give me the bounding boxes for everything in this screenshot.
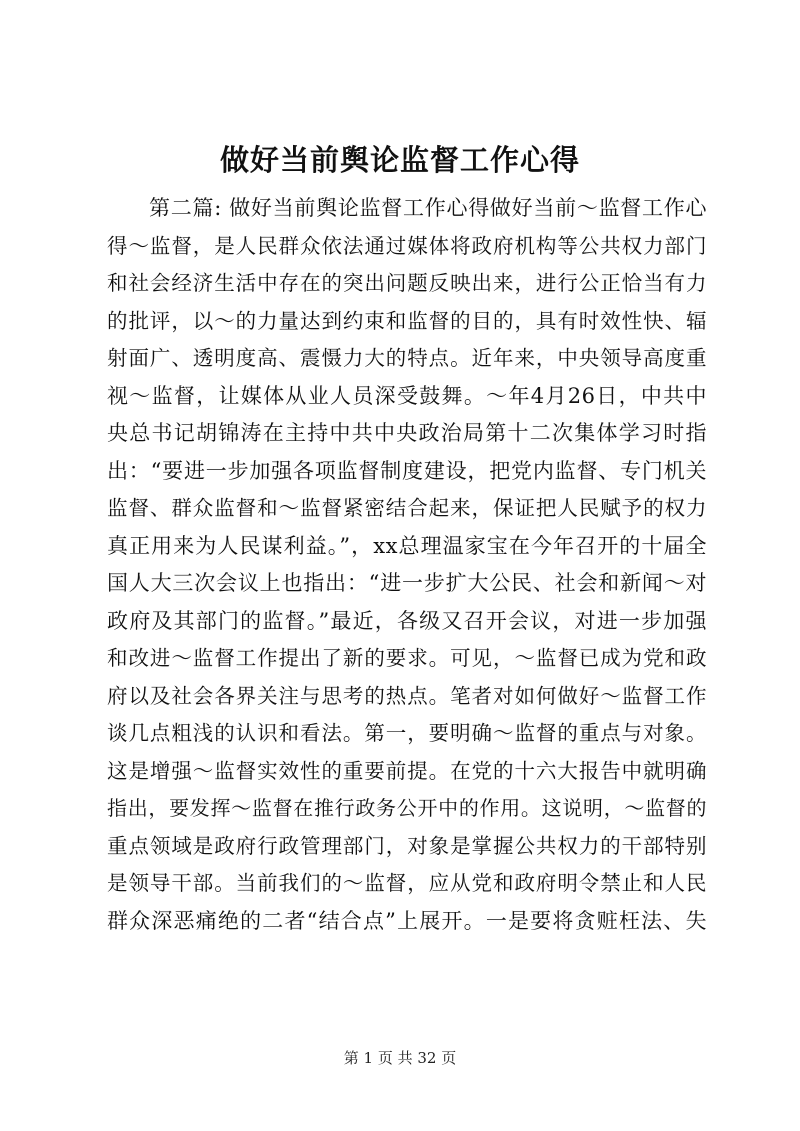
body-line: 指出，要发挥～监督在推行政务公开中的作用。这说明，～监督的: [107, 796, 707, 820]
body-line: 真正用来为人民谋利益。”，xx总理温家宝在今年召开的十届全: [107, 533, 707, 558]
page-number-footer: 第 1 页 共 32 页: [343, 1049, 457, 1067]
body-line: 视～监督，让媒体从业人员深受鼓舞。～年4月26日，中共中: [107, 383, 707, 408]
body-line: 国人大三次会议上也指出：“进一步扩大公民、社会和新闻～对: [107, 571, 707, 595]
body-line: 出：“要进一步加强各项监督制度建设，把党内监督、专门机关: [107, 458, 707, 483]
body-line: 这是增强～监督实效性的重要前提。在党的十六大报告中就明确: [107, 758, 707, 783]
body-line: 谈几点粗浅的认识和看法。第一，要明确～监督的重点与对象。: [107, 721, 707, 745]
document-title: 做好当前舆论监督工作心得: [219, 143, 580, 177]
body-line: 和改进～监督工作提出了新的要求。可见，～监督已成为党和政: [107, 646, 707, 670]
body-line: 第二篇: 做好当前舆论监督工作心得做好当前～监督工作心: [149, 196, 707, 220]
body-line: 的批评，以～的力量达到约束和监督的目的，具有时效性快、辐: [107, 308, 707, 333]
body-line: 和社会经济生活中存在的突出问题反映出来，进行公正恰当有力: [107, 271, 707, 295]
body-line: 监督、群众监督和～监督紧密结合起来，保证把人民赋予的权力: [107, 496, 707, 520]
document-body: [107, 190, 707, 940]
body-line: 群众深恶痛绝的二者“结合点”上展开。一是要将贪赃枉法、失: [107, 908, 707, 933]
body-line: 得～监督，是人民群众依法通过媒体将政府机构等公共权力部门: [107, 233, 707, 258]
body-line: 府以及社会各界关注与思考的热点。笔者对如何做好～监督工作: [107, 683, 707, 708]
body-line: 政府及其部门的监督。”最近，各级又召开会议，对进一步加强: [107, 608, 707, 633]
body-line: 重点领域是政府行政管理部门，对象是掌握公共权力的干部特别: [107, 833, 707, 858]
body-line: 央总书记胡锦涛在主持中共中央政治局第十二次集体学习时指: [107, 421, 707, 445]
body-line: 射面广、透明度高、震慑力大的特点。近年来，中央领导高度重: [107, 346, 707, 370]
body-line: 是领导干部。当前我们的～监督，应从党和政府明令禁止和人民: [107, 871, 707, 895]
